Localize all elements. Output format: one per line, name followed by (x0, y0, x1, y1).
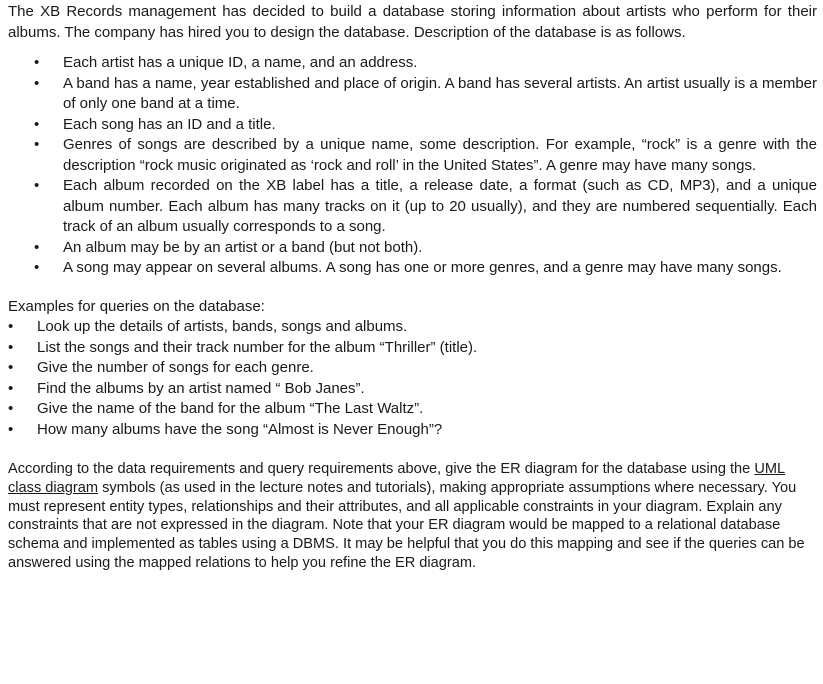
query-item: • Give the name of the band for the album “The Last Waltz”. (8, 399, 817, 420)
query-item: • Give the number of songs for each genre. (8, 358, 817, 379)
requirement-item: • A band has a name, year established and place of origin. A band has several artists. An artist usually is a member of only one band at a time. (8, 74, 817, 115)
requirements-list (8, 53, 817, 279)
requirement-item: • Genres of songs are described by a unique name, some description. For example, “rock” is a genre with the description “rock music originated as ‘rock and roll’ in the United States”. A genre may have many songs. (8, 135, 817, 176)
query-item: • How many albums have the song “Almost is Never Enough”? (8, 420, 817, 441)
instructions-text-end: symbols (as used in the lecture notes and tutorials), making appropriate assumptions where necessary. You must represent entity types, relationships and their attributes, and all applicable constraints in your diagram. Explain any constraints that are not expressed in the diagram. Note that your ER diagram would be mapped to a relational database schema and implemented as tables using a DBMS. It may be helpful that you do this mapping and see if the queries can be answered using the mapped relations to help you refine the ER diagram. (8, 479, 805, 571)
instructions-paragraph (8, 460, 817, 573)
instructions-text-start: According to the data requirements and query requirements above, give the ER diagram for the database using the (8, 461, 755, 477)
uml-class-diagram-link[interactable]: UML class diagram (8, 461, 786, 496)
query-item: • List the songs and their track number for the album “Thriller” (title). (8, 338, 817, 359)
requirement-item: • Each album recorded on the XB label has a title, a release date, a format (such as CD, MP3), and a unique album number. Each album has many tracks on it (up to 20 usually), and they are numbered sequentially. Each track of an album usually corresponds to a song. (8, 176, 817, 238)
requirement-item: • A song may appear on several albums. A song has one or more genres, and a genre may have many songs. (8, 258, 817, 279)
query-item: • Look up the details of artists, bands, songs and albums. (8, 317, 817, 338)
requirement-item: • Each song has an ID and a title. (8, 115, 817, 136)
intro-paragraph: The XB Records management has decided to build a database storing information about artists who perform for their albums. The company has hired you to design the database. Description of the database is as follows. (8, 3, 817, 41)
requirement-item: • Each artist has a unique ID, a name, and an address. (8, 53, 817, 74)
queries-heading: Examples for queries on the database: (8, 297, 265, 315)
query-item: • Find the albums by an artist named “ Bob Janes”. (8, 379, 817, 400)
queries-list (8, 317, 817, 440)
requirement-item: • An album may be by an artist or a band (but not both). (8, 238, 817, 259)
